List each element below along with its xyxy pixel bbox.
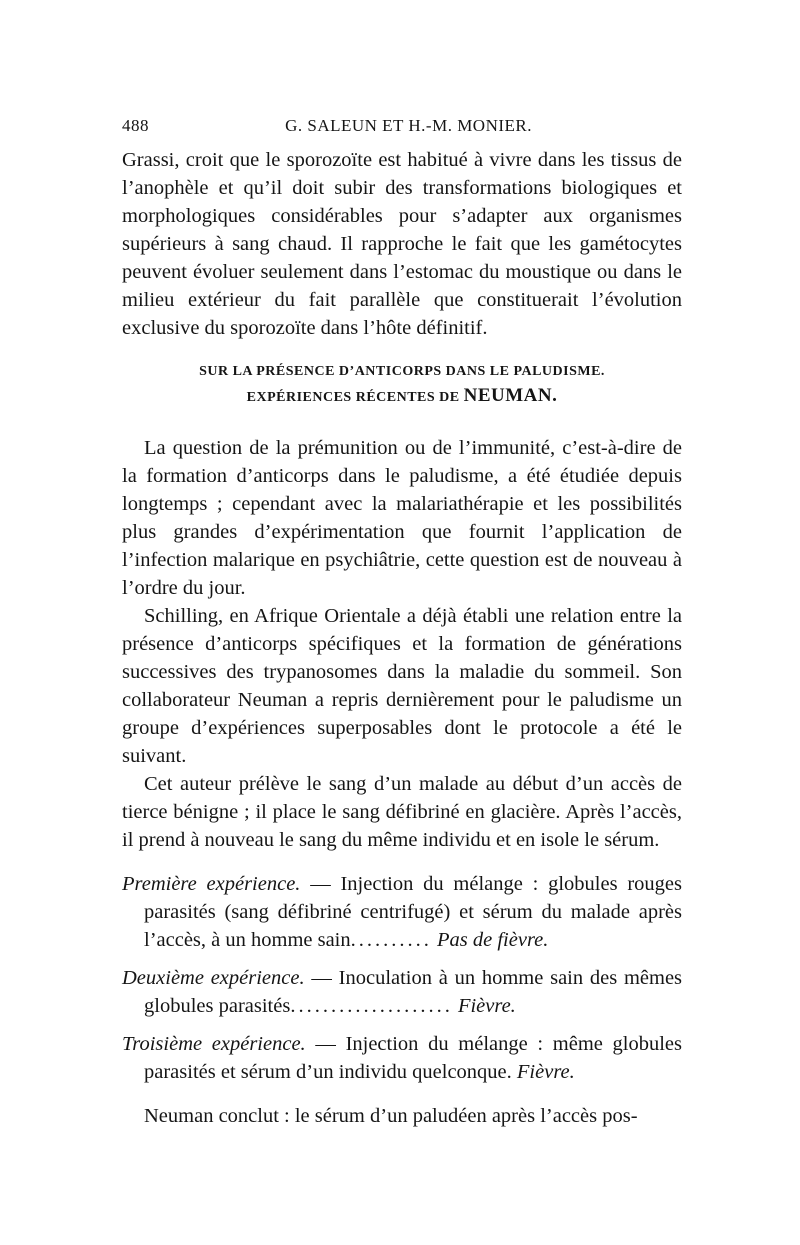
experiment-dash: — — [311, 967, 332, 989]
spacer — [122, 410, 682, 434]
experiment-dash: — — [310, 873, 331, 895]
experiment-dash: — — [315, 1033, 336, 1055]
dot-leader: .................... — [290, 995, 453, 1017]
experiment-result: Fièvre. — [457, 995, 516, 1017]
experiment-text: Injection du mélange : globules rouges parasités (sang défibriné centrifugé) et sérum du malade après l’accès, à un homme sain — [144, 873, 682, 951]
page-number: 488 — [122, 116, 149, 135]
experiment-text: Inoculation à un homme sain des mêmes globules parasités — [144, 967, 683, 1017]
experiment-3 — [122, 1030, 682, 1086]
experiment-name: Deuxième expérience. — [122, 967, 305, 989]
experiment-text: Injection du mélange : même globules parasités et sérum d’un individu quelconque — [144, 1033, 683, 1083]
experiment-2 — [122, 964, 682, 1020]
section-title-author: NEUMAN. — [463, 385, 558, 406]
section-title-prefix: EXPÉRIENCES RÉCENTES DE — [246, 390, 464, 405]
book-page — [122, 112, 682, 1130]
section-title-line-1: SUR LA PRÉSENCE D’ANTICORPS DANS LE PALUDISME. — [199, 364, 605, 379]
experiment-result: Fièvre. — [516, 1061, 575, 1083]
running-title: G. SALEUN ET H.-M. MONIER. — [285, 116, 532, 135]
paragraph-3: Cet auteur prélève le sang d’un malade au début d’un accès de tierce bénigne ; il place le sang défibriné en glacière. Après l’accès, il prend à nouveau le sang du même individu et en isole le sérum. — [122, 773, 682, 851]
spacer — [122, 854, 682, 860]
experiment-1 — [122, 870, 682, 954]
paragraph-2: Schilling, en Afrique Orientale a déjà établi une relation entre la présence d’anticorps spécifiques et la formation de générations successives des trypanosomes dans la maladie du sommeil. Son collaborateur Neuman a repris dernièrement pour le paludisme un groupe d’expériences superposables dont le protocole a été le suivant. — [122, 605, 682, 767]
section-title-line-2 — [122, 384, 682, 410]
dot-leader: . — [506, 1061, 512, 1083]
intro-paragraph: Grassi, croit que le sporozoïte est habitué à vivre dans les tissus de l’anophèle et qu’il doit subir des transformations biologiques et morphologiques considérables pour s’adapter aux organismes supérieurs à sang chaud. Il rapproche le fait que les gamétocytes peuvent évoluer seulement dans l’estomac du moustique ou dans le milieu extérieur du fait parallèle que constituerait l’évolution exclusive du sporozoïte dans l’hôte définitif. — [122, 149, 682, 339]
conclusion-paragraph: Neuman conclut : le sérum d’un paludéen après l’accès pos- — [144, 1105, 638, 1127]
dot-leader: .......... — [350, 929, 432, 951]
experiment-name: Première expérience. — [122, 873, 301, 895]
paragraph-1: La question de la prémunition ou de l’immunité, c’est-à-dire de la formation d’anticorps dans le paludisme, a été étudiée depuis longtemps ; cependant avec la malariathérapie et les possibilités plus grandes d’expérimentation que fournit l’application de l’infection malarique en psychiâtrie, cette question est de nouveau à l’ordre du jour. — [122, 437, 682, 599]
experiment-name: Troisième expérience. — [122, 1033, 306, 1055]
page-header — [122, 112, 682, 146]
experiment-result: Pas de fièvre. — [437, 929, 549, 951]
